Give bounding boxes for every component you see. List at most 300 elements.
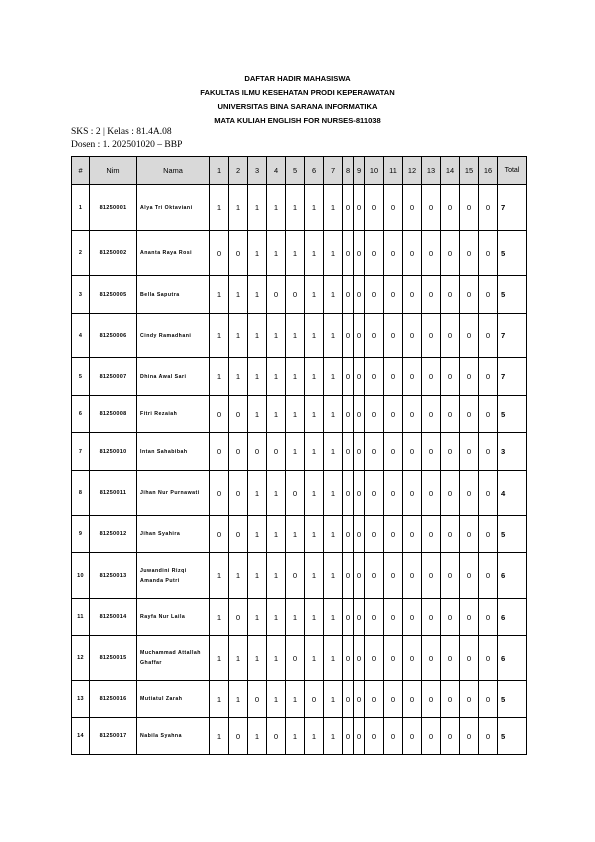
attendance-cell: 1 [267,636,286,681]
attendance-cell: 0 [229,471,248,516]
attendance-cell: 0 [460,599,479,636]
attendance-cell: 0 [422,396,441,433]
table-row [72,681,527,718]
attendance-cell: 1 [210,553,229,599]
attendance-cell: 0 [343,636,354,681]
attendance-cell: 0 [343,599,354,636]
attendance-cell: 0 [365,276,384,314]
attendance-cell: 0 [343,358,354,396]
attendance-cell: 0 [365,471,384,516]
attendance-cell: 0 [422,314,441,358]
col-header-session-3: 3 [248,157,267,185]
attendance-cell: 0 [365,553,384,599]
student-nim: 81250010 [90,433,137,471]
row-number: 5 [72,358,90,396]
attendance-cell: 0 [460,276,479,314]
attendance-cell: 0 [460,314,479,358]
attendance-cell: 0 [441,396,460,433]
attendance-cell: 1 [286,599,305,636]
attendance-cell: 0 [422,636,441,681]
attendance-cell: 0 [267,433,286,471]
row-number: 13 [72,681,90,718]
attendance-cell: 0 [441,718,460,755]
attendance-cell: 0 [403,636,422,681]
col-header-session-14: 14 [441,157,460,185]
attendance-cell: 1 [305,553,324,599]
row-number: 10 [72,553,90,599]
attendance-cell: 1 [267,358,286,396]
attendance-cell: 0 [354,185,365,231]
attendance-cell: 0 [384,599,403,636]
attendance-cell: 0 [286,471,305,516]
attendance-total: 5 [498,396,527,433]
table-header-row [72,157,527,185]
attendance-total: 5 [498,516,527,553]
attendance-cell: 1 [305,471,324,516]
attendance-cell: 1 [229,681,248,718]
attendance-cell: 0 [403,599,422,636]
attendance-cell: 0 [286,276,305,314]
table-row [72,185,527,231]
attendance-cell: 0 [365,231,384,276]
student-name: Juwandini Rizqi Amanda Putri [137,553,210,599]
attendance-cell: 1 [286,231,305,276]
attendance-cell: 0 [210,471,229,516]
attendance-cell: 0 [422,681,441,718]
attendance-cell: 0 [365,636,384,681]
attendance-cell: 0 [441,433,460,471]
attendance-cell: 1 [267,396,286,433]
attendance-cell: 0 [384,396,403,433]
attendance-cell: 1 [305,185,324,231]
table-row [72,358,527,396]
attendance-cell: 0 [267,276,286,314]
attendance-cell: 0 [210,516,229,553]
attendance-cell: 0 [305,681,324,718]
attendance-cell: 1 [210,681,229,718]
table-row [72,636,527,681]
student-nim: 81250001 [90,185,137,231]
header-faculty: FAKULTAS ILMU KESEHATAN PRODI KEPERAWATAN [200,88,395,97]
student-name: Jihan Nur Purnawati [137,471,210,516]
attendance-cell: 1 [305,636,324,681]
attendance-cell: 0 [479,553,498,599]
student-nim: 81250006 [90,314,137,358]
attendance-cell: 0 [479,599,498,636]
attendance-cell: 0 [384,314,403,358]
table-row [72,396,527,433]
attendance-cell: 0 [365,681,384,718]
table-row [72,276,527,314]
attendance-cell: 1 [210,358,229,396]
attendance-cell: 0 [460,471,479,516]
attendance-cell: 0 [384,276,403,314]
table-row [72,471,527,516]
attendance-cell: 1 [248,185,267,231]
header-title: DAFTAR HADIR MAHASISWA [244,74,351,83]
attendance-cell: 1 [248,396,267,433]
student-nim: 81250011 [90,471,137,516]
attendance-cell: 0 [422,718,441,755]
attendance-cell: 0 [210,396,229,433]
attendance-cell: 0 [460,636,479,681]
sks-class-info: SKS : 2 | Kelas : 81.4A.08 [71,127,172,137]
attendance-total: 6 [498,636,527,681]
attendance-cell: 0 [460,358,479,396]
lecturer-info: Dosen : 1. 202501020 – BBP [71,140,183,150]
student-name: Rayfa Nur Laila [137,599,210,636]
attendance-cell: 0 [354,553,365,599]
table-row [72,516,527,553]
student-name: Nabila Syahna [137,718,210,755]
col-header-session-12: 12 [403,157,422,185]
attendance-cell: 0 [210,433,229,471]
attendance-cell: 0 [441,471,460,516]
attendance-cell: 1 [229,636,248,681]
student-name: Alya Tri Oktaviani [137,185,210,231]
attendance-cell: 1 [324,599,343,636]
col-header-session-13: 13 [422,157,441,185]
col-header-session-10: 10 [365,157,384,185]
attendance-cell: 0 [460,231,479,276]
attendance-cell: 1 [324,681,343,718]
attendance-cell: 1 [210,185,229,231]
attendance-cell: 0 [422,471,441,516]
attendance-cell: 0 [403,553,422,599]
student-nim: 81250014 [90,599,137,636]
attendance-cell: 0 [384,553,403,599]
attendance-cell: 1 [210,314,229,358]
attendance-cell: 0 [229,599,248,636]
attendance-cell: 0 [384,718,403,755]
attendance-cell: 0 [403,516,422,553]
attendance-total: 5 [498,231,527,276]
attendance-cell: 0 [384,185,403,231]
row-number: 11 [72,599,90,636]
attendance-cell: 0 [365,516,384,553]
attendance-cell: 1 [210,636,229,681]
attendance-cell: 0 [384,358,403,396]
attendance-total: 7 [498,314,527,358]
attendance-cell: 0 [479,471,498,516]
attendance-cell: 1 [267,231,286,276]
attendance-cell: 1 [267,314,286,358]
attendance-cell: 1 [267,516,286,553]
attendance-cell: 0 [343,276,354,314]
table-row [72,599,527,636]
col-header-session-2: 2 [229,157,248,185]
attendance-cell: 0 [365,185,384,231]
attendance-cell: 1 [267,553,286,599]
attendance-cell: 0 [354,636,365,681]
attendance-cell: 0 [343,314,354,358]
attendance-cell: 0 [403,681,422,718]
row-number: 4 [72,314,90,358]
attendance-cell: 0 [422,231,441,276]
attendance-cell: 1 [305,358,324,396]
row-number: 12 [72,636,90,681]
student-nim: 81250012 [90,516,137,553]
attendance-cell: 0 [343,396,354,433]
attendance-cell: 0 [229,433,248,471]
attendance-cell: 1 [267,599,286,636]
attendance-cell: 0 [403,471,422,516]
attendance-cell: 1 [229,314,248,358]
col-header-session-11: 11 [384,157,403,185]
attendance-cell: 0 [248,433,267,471]
student-name: Ananta Raya Rosi [137,231,210,276]
attendance-cell: 0 [286,553,305,599]
attendance-cell: 1 [305,516,324,553]
attendance-cell: 0 [286,636,305,681]
attendance-cell: 0 [403,276,422,314]
attendance-cell: 0 [343,681,354,718]
attendance-cell: 1 [248,553,267,599]
attendance-cell: 0 [248,681,267,718]
attendance-cell: 0 [422,276,441,314]
attendance-cell: 0 [384,231,403,276]
attendance-cell: 1 [324,471,343,516]
attendance-total: 7 [498,358,527,396]
attendance-cell: 0 [343,718,354,755]
attendance-cell: 0 [343,231,354,276]
attendance-cell: 0 [229,396,248,433]
student-nim: 81250002 [90,231,137,276]
col-header-no: # [72,157,90,185]
attendance-cell: 0 [354,231,365,276]
attendance-cell: 0 [479,276,498,314]
attendance-cell: 0 [343,553,354,599]
row-number: 1 [72,185,90,231]
attendance-cell: 1 [248,599,267,636]
attendance-cell: 1 [229,185,248,231]
student-name: Intan Sahabibah [137,433,210,471]
attendance-cell: 1 [286,396,305,433]
attendance-cell: 1 [324,553,343,599]
attendance-cell: 0 [365,433,384,471]
attendance-cell: 1 [305,718,324,755]
attendance-cell: 0 [441,553,460,599]
attendance-cell: 0 [384,636,403,681]
col-header-session-9: 9 [354,157,365,185]
attendance-cell: 1 [286,185,305,231]
attendance-cell: 0 [267,718,286,755]
attendance-cell: 0 [384,471,403,516]
attendance-cell: 0 [403,185,422,231]
attendance-cell: 0 [354,358,365,396]
col-header-nama: Nama [137,157,210,185]
attendance-cell: 1 [248,358,267,396]
attendance-cell: 0 [343,433,354,471]
col-header-session-6: 6 [305,157,324,185]
table-row [72,718,527,755]
attendance-cell: 0 [460,553,479,599]
table-row [72,231,527,276]
attendance-cell: 0 [354,471,365,516]
attendance-cell: 0 [441,276,460,314]
attendance-cell: 0 [441,681,460,718]
attendance-cell: 1 [229,358,248,396]
attendance-cell: 0 [422,599,441,636]
col-header-session-16: 16 [479,157,498,185]
attendance-cell: 0 [365,358,384,396]
attendance-cell: 0 [343,516,354,553]
attendance-cell: 0 [479,516,498,553]
attendance-cell: 0 [354,681,365,718]
col-header-session-4: 4 [267,157,286,185]
attendance-total: 3 [498,433,527,471]
table-row [72,314,527,358]
attendance-cell: 1 [248,636,267,681]
attendance-cell: 0 [403,358,422,396]
attendance-cell: 1 [248,471,267,516]
header-course: MATA KULIAH ENGLISH FOR NURSES-811038 [214,116,381,125]
attendance-cell: 1 [267,185,286,231]
attendance-cell: 1 [324,636,343,681]
attendance-cell: 0 [441,185,460,231]
col-header-nim: Nim [90,157,137,185]
attendance-cell: 1 [267,681,286,718]
attendance-cell: 1 [324,718,343,755]
attendance-cell: 0 [441,231,460,276]
row-number: 14 [72,718,90,755]
row-number: 7 [72,433,90,471]
attendance-cell: 0 [384,433,403,471]
attendance-cell: 0 [403,314,422,358]
attendance-cell: 1 [286,681,305,718]
header-university: UNIVERSITAS BINA SARANA INFORMATIKA [217,102,378,111]
col-header-session-15: 15 [460,157,479,185]
attendance-cell: 0 [354,516,365,553]
student-nim: 81250013 [90,553,137,599]
attendance-cell: 1 [286,516,305,553]
attendance-cell: 1 [305,396,324,433]
attendance-cell: 1 [324,276,343,314]
attendance-cell: 0 [229,718,248,755]
col-header-total: Total [498,157,527,185]
attendance-cell: 0 [479,636,498,681]
student-name: Muchammad Attallah Ghaffar [137,636,210,681]
attendance-cell: 0 [441,314,460,358]
attendance-cell: 0 [441,516,460,553]
student-name: Mutiatul Zarah [137,681,210,718]
row-number: 6 [72,396,90,433]
attendance-cell: 0 [479,433,498,471]
student-nim: 81250016 [90,681,137,718]
attendance-cell: 0 [479,314,498,358]
attendance-cell: 0 [460,185,479,231]
attendance-cell: 0 [229,231,248,276]
attendance-cell: 0 [354,433,365,471]
attendance-cell: 0 [354,276,365,314]
attendance-cell: 0 [354,718,365,755]
attendance-cell: 0 [354,396,365,433]
attendance-cell: 0 [479,396,498,433]
student-nim: 81250007 [90,358,137,396]
attendance-cell: 0 [422,553,441,599]
attendance-cell: 0 [460,516,479,553]
attendance-total: 7 [498,185,527,231]
attendance-cell: 1 [286,718,305,755]
attendance-cell: 0 [403,231,422,276]
attendance-cell: 0 [354,314,365,358]
attendance-cell: 1 [324,231,343,276]
student-name: Jihan Syahira [137,516,210,553]
attendance-cell: 0 [441,599,460,636]
attendance-cell: 1 [248,718,267,755]
attendance-cell: 0 [365,599,384,636]
row-number: 2 [72,231,90,276]
table-row [72,433,527,471]
attendance-cell: 0 [479,358,498,396]
attendance-cell: 0 [479,681,498,718]
row-number: 3 [72,276,90,314]
attendance-cell: 0 [365,314,384,358]
attendance-cell: 1 [248,314,267,358]
attendance-cell: 1 [305,231,324,276]
attendance-cell: 1 [229,276,248,314]
attendance-total: 6 [498,599,527,636]
table-body [72,185,527,755]
attendance-cell: 1 [324,396,343,433]
attendance-cell: 0 [422,433,441,471]
attendance-cell: 1 [210,599,229,636]
attendance-cell: 1 [248,276,267,314]
attendance-cell: 0 [384,681,403,718]
attendance-table [71,156,527,755]
attendance-cell: 1 [286,314,305,358]
student-name: Dhina Awal Sari [137,358,210,396]
attendance-total: 6 [498,553,527,599]
attendance-cell: 1 [267,471,286,516]
attendance-cell: 1 [286,358,305,396]
attendance-cell: 0 [441,636,460,681]
attendance-cell: 0 [403,433,422,471]
attendance-cell: 0 [343,471,354,516]
student-name: Fitri Rezaiah [137,396,210,433]
student-nim: 81250017 [90,718,137,755]
attendance-cell: 1 [324,314,343,358]
student-name: Bella Saputra [137,276,210,314]
attendance-total: 5 [498,681,527,718]
col-header-session-8: 8 [343,157,354,185]
attendance-total: 5 [498,276,527,314]
attendance-cell: 1 [305,276,324,314]
attendance-total: 5 [498,718,527,755]
student-name: Cindy Ramadhani [137,314,210,358]
student-nim: 81250005 [90,276,137,314]
attendance-cell: 0 [460,433,479,471]
attendance-cell: 1 [248,231,267,276]
row-number: 9 [72,516,90,553]
table-row [72,553,527,599]
attendance-cell: 1 [286,433,305,471]
student-nim: 81250008 [90,396,137,433]
attendance-cell: 1 [305,433,324,471]
document-header [0,72,595,128]
attendance-cell: 0 [479,231,498,276]
attendance-cell: 1 [229,553,248,599]
attendance-cell: 1 [210,718,229,755]
attendance-cell: 0 [479,185,498,231]
attendance-cell: 1 [324,433,343,471]
attendance-cell: 0 [403,718,422,755]
attendance-cell: 0 [354,599,365,636]
attendance-cell: 1 [324,358,343,396]
attendance-cell: 0 [229,516,248,553]
col-header-session-7: 7 [324,157,343,185]
attendance-cell: 1 [324,516,343,553]
